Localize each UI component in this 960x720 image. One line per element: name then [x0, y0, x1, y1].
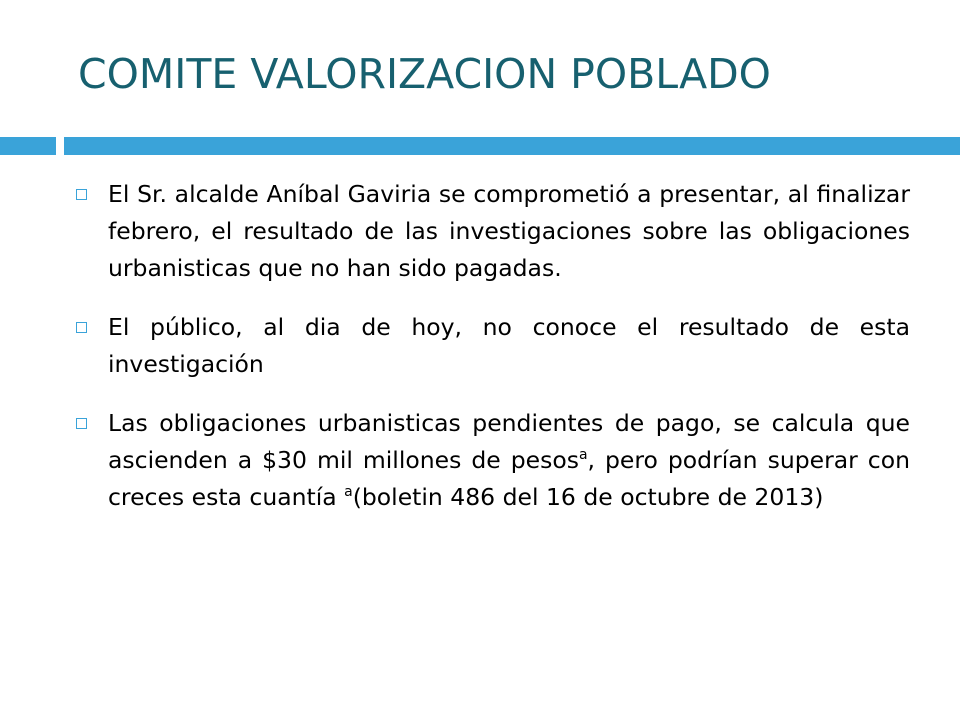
slide-title: COMITE VALORIZACION POBLADO — [78, 50, 771, 98]
bullet-text-part-2: , pero podrían superar con creces esta cuantía — [108, 446, 910, 511]
bullet-item-pending-obligations — [74, 405, 910, 516]
accent-divider-line — [64, 137, 960, 155]
bullet-text: El público, al dia de hoy, no conoce el resultado de esta investigación — [108, 313, 910, 378]
bullet-text-part-1: Las obligaciones urbanisticas pendientes de pago, se calcula que ascienden a $30 mil millones de pesos — [108, 409, 910, 474]
footnote-mark: a — [344, 484, 353, 500]
bullet-list — [74, 176, 910, 538]
bullet-text: El Sr. alcalde Aníbal Gaviria se comprometió a presentar, al finalizar febrero, el resultado de las investigaciones sobre las obligaciones urbanisticas que no han sido pagadas. — [108, 180, 910, 282]
square-bullet-icon — [76, 418, 87, 429]
footnote-mark: a — [578, 447, 588, 463]
bullet-item-commitment — [74, 176, 910, 287]
square-bullet-icon — [76, 322, 87, 333]
accent-square — [0, 137, 56, 155]
square-bullet-icon — [76, 189, 87, 200]
bullet-item-public-unaware — [74, 309, 910, 383]
bullet-text-part-3: (boletin 486 del 16 de octubre de 2013) — [352, 483, 824, 511]
